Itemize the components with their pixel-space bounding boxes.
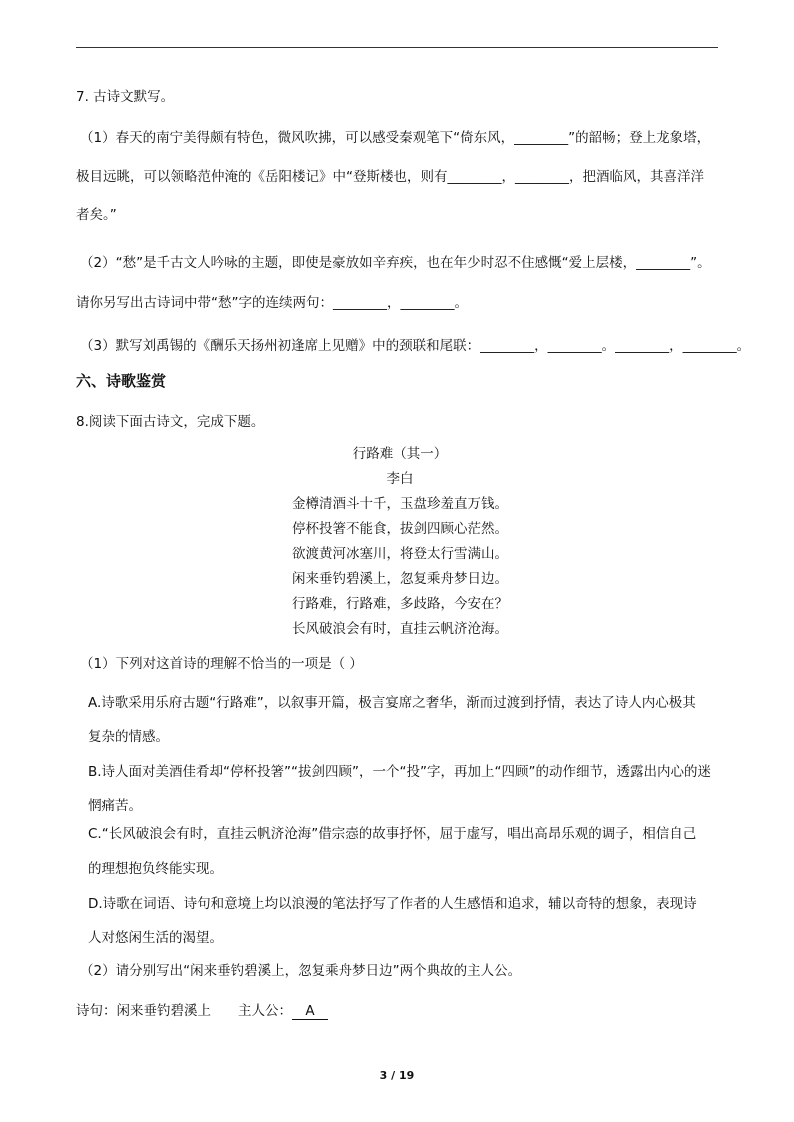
poem-line: 停杯投箸不能食，拔剑四顾心茫然。 [292,521,508,537]
option-b-line2: 惘痛苦。 [88,798,142,814]
poem-author: 李白 [386,471,414,487]
poem-line: 长风破浪会有时，直挂云帆济沧海。 [292,621,508,637]
option-d-line1: D.诗歌在词语、诗句和意境上均以浪漫的笔法抒写了作者的人生感悟和追求，辅以奇特的想象，表现诗 [88,896,697,912]
q8-title: 8.阅读下面古诗文，完成下题。 [76,414,265,430]
q7-part1-line1: （1）春天的南宁美得颇有特色，微风吹拂，可以感受秦观笔下“倚东风，________”的韶畅；登上龙象塔， [80,130,711,146]
option-a-line1: A.诗歌采用乐府古题“行路难”，以叙事开篇，极言宴席之奢华，渐而过渡到抒情，表达了诗人内心极其 [88,695,696,711]
poem-line: 闲来垂钓碧溪上，忽复乘舟梦日边。 [292,571,508,587]
q7-part2-line2: 请你另写出古诗词中带“愁”字的连续两句：________，________。 [76,295,468,311]
answer-label: 诗句：闲来垂钓碧溪上 主人公： [76,1003,292,1019]
option-b-line1: B.诗人面对美酒佳肴却“停杯投箸”“拔剑四顾”，一个“投”字，再加上“四顾”的动作细节，透露出内心的迷 [88,764,712,780]
poem-title: 行路难（其一） [352,446,448,462]
poem-line: 欲渡黄河冰塞川，将登太行雪满山。 [292,546,508,562]
section6-title: 六、诗歌鉴赏 [76,372,167,390]
option-c-line2: 的理想抱负终能实现。 [88,861,223,877]
q7-title: 7. 古诗文默写。 [76,89,175,105]
option-a-line2: 复杂的情感。 [88,729,169,745]
answer-row [76,1002,328,1020]
option-d-line2: 人对悠闲生活的渴望。 [88,930,223,946]
page-number: 3 / 19 [379,1069,415,1082]
q7-part2-line1: （2）“愁”是千古文人吟咏的主题，即使是豪放如辛弃疾，也在年少时忍不住感慨“爱上层楼，________”。 [80,255,711,271]
q7-part1-line3: 者矣。” [76,207,117,223]
poem-line: 金樽清酒斗十千，玉盘珍羞直万钱。 [292,496,508,512]
q8-sub2: （2）请分别写出“闲来垂钓碧溪上，忽复乘舟梦日边”两个典故的主人公。 [80,963,522,979]
poem-line: 行路难，行路难，多歧路，今安在？ [292,596,508,612]
answer-blank[interactable]: A [292,1003,328,1020]
q7-part3-line1: （3）默写刘禹锡的《酬乐天扬州初逢席上见赠》中的颈联和尾联：________，________。________，________。 [80,338,751,354]
q8-sub1: （1）下列对这首诗的理解不恰当的一项是（ ） [80,656,363,672]
header-rule [76,47,718,48]
option-c-line1: C.“长风破浪会有时，直挂云帆济沧海”借宗悫的故事抒怀，屈于虚写，唱出高昂乐观的调子，相信自己 [88,826,697,842]
q7-part1-line2: 极目远眺，可以领略范仲淹的《岳阳楼记》中“登斯楼也，则有________，________，把酒临风，其喜洋洋 [76,169,704,185]
